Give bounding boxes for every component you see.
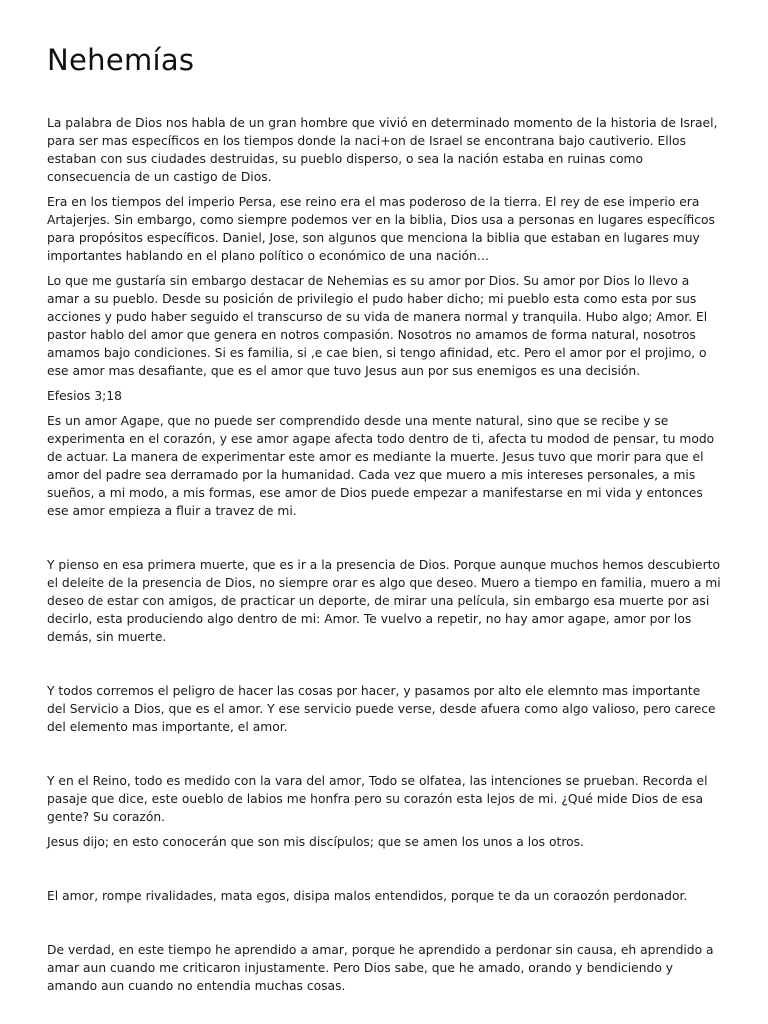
document-title: Nehemías	[47, 43, 195, 77]
paragraph-disciples: Jesus dijo; en esto conocerán que son mis discípulos; que se amen los unos a los otros.	[47, 835, 584, 849]
paragraph-persian-empire: Era en los tiempos del imperio Persa, ese reino era el mas poderoso de la tierra. El rey de ese imperio era Artajerjes. Sin embargo, como siempre podemos ver en la biblia, Dios usa a personas en lugares específicos para propósitos específicos. Daniel, Jose, son algunos que menciona la biblia que estaban en lugares muy importantes hablando en el plano político o económico de una nación…	[47, 195, 715, 263]
paragraph-captivity: La palabra de Dios nos habla de un gran hombre que vivió en determinado momento de la historia de Israel, para ser mas específicos en los tiempos donde la naci+on de Israel se encontrana bajo cautiverio. Ellos estaban con sus ciudades destruidas, su pueblo disperso, o sea la nación estaba en ruinas como consecuencia de un castigo de Dios.	[47, 116, 718, 184]
scripture-reference: Efesios 3;18	[47, 389, 122, 403]
paragraph-love-breaks: El amor, rompe rivalidades, mata egos, disipa malos entendidos, porque te da un coraozón perdonador.	[47, 889, 688, 903]
paragraph-service: Y todos corremos el peligro de hacer las cosas por hacer, y pasamos por alto ele elemnto mas importante del Servicio a Dios, que es el amor. Y ese servicio puede verse, desde afuera como algo valioso, pero carece del elemento mas importante, el amor.	[47, 684, 716, 734]
paragraph-first-death: Y pienso en esa primera muerte, que es ir a la presencia de Dios. Porque aunque muchos hemos descubierto el deleite de la presencia de Dios, no siempre orar es algo que deseo. Muero a tiempo en familia, muero a mi deseo de estar con amigos, de practicar un deporte, de mirar una película, sin embargo esa muerte por asi decirlo, esta produciendo algo dentro de mi: Amor. Te vuelvo a repetir, no hay amor agape, amor por los demás, sin muerte.	[47, 558, 721, 644]
paragraph-agape-love: Es un amor Agape, que no puede ser comprendido desde una mente natural, sino que se recibe y se experimenta en el corazón, y ese amor agape afecta todo dentro de ti, afecta tu modod de pensar, tu modo de actuar. La manera de experimentar este amor es mediante la muerte. Jesus tuvo que morir para que el amor del padre sea derramado por la humanidad. Cada vez que muero a mis intereses personales, a mis sueños, a mi modo, a mis formas, ese amor de Dios puede empezar a manifestarse en mi vida y entonces ese amor empieza a fluir a travez de mi.	[47, 414, 715, 518]
paragraph-learned-to-love: De verdad, en este tiempo he aprendido a amar, porque he aprendido a perdonar sin causa, eh aprendido a amar aun cuando me criticaron injustamente. Pero Dios sabe, que he amado, orando y bendiciendo y amando aun cuando no entendia muchas cosas.	[47, 943, 714, 993]
paragraph-love-for-god: Lo que me gustaría sin embargo destacar de Nehemias es su amor por Dios. Su amor por Dios lo llevo a amar a su pueblo. Desde su posición de privilegio el pudo haber dicho; mi pueblo esta como esta por sus acciones y pudo haber seguido el transcurso de su vida de manera normal y tranquila. Hubo algo; Amor. El pastor hablo del amor que genera en notros compasión. Nosotros no amamos de forma natural, nosotros amamos bajo condiciones. Si es familia, si ,e cae bien, si tengo afinidad, etc. Pero el amor por el projimo, o ese amor mas desafiante, que es el amor que tuvo Jesus aun por sus enemigos es una decisión.	[47, 274, 708, 378]
paragraph-kingdom: Y en el Reino, todo es medido con la vara del amor, Todo se olfatea, las intenciones se prueban. Recorda el pasaje que dice, este oueblo de labios me honfra pero su corazón esta lejos de mi. ¿Qué mide Dios de esa gente? Su corazón.	[47, 774, 708, 824]
